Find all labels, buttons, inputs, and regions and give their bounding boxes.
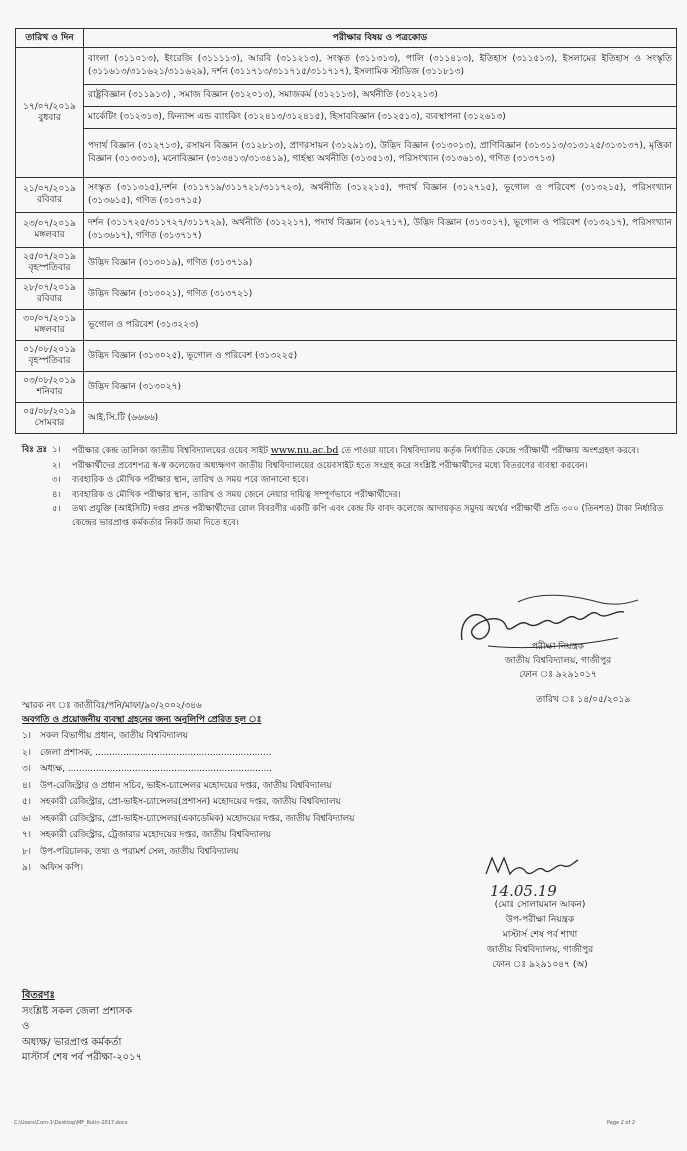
- date-cell: [16, 403, 84, 434]
- table-row: [16, 341, 677, 372]
- distribution-line: মাস্টার্স শেষ পর্ব পরীক্ষা-২০১৭: [22, 1052, 143, 1063]
- memo-reference: স্মারক নং ঃ জাতীবিঃ/পনি/মাফা/৯০/২০০২/৩৪৬: [22, 701, 202, 711]
- subject-cell: উদ্ভিদ বিজ্ঞান (৩১৩০২৭): [84, 372, 677, 403]
- date-cell: [16, 248, 84, 279]
- exam-day: সোমবার: [34, 418, 65, 428]
- exam-date: ২৮/০৭/২০১৯: [23, 283, 76, 293]
- signer-org: জাতীয় বিশ্ববিদ্যালয়, গাজীপুর: [504, 656, 612, 666]
- signer-phone: ফোন ঃ ৯২৯১০১৭: [519, 670, 597, 680]
- exam-schedule-table: [15, 28, 677, 434]
- list-number: ৭।: [22, 830, 31, 840]
- table-row: [16, 403, 677, 434]
- signer-org: জাতীয় বিশ্ববিদ্যালয়, গাজীপুর: [486, 945, 594, 955]
- exam-date: ০৫/০৮/২০১৯: [23, 407, 76, 417]
- exam-date: ২৫/০৭/২০১৯: [23, 252, 76, 262]
- exam-day: মঙ্গলবার: [34, 325, 65, 335]
- table-header-row: [16, 29, 677, 48]
- date-cell: [16, 48, 84, 178]
- subject-cell: ভূগোল ও পরিবেশ (৩১৩২২৩): [84, 310, 677, 341]
- list-item: [22, 829, 522, 843]
- signer-name: (মোঃ সোলায়মান আকন): [494, 900, 586, 910]
- date-cell: [16, 213, 84, 248]
- exam-day: বুধবার: [38, 112, 61, 123]
- list-item: [22, 747, 522, 761]
- header-subject-code: পরীক্ষার বিষয় ও পত্রকোড: [84, 29, 677, 48]
- handwritten-date: 14.05.19: [490, 882, 557, 900]
- list-text: সহকারী রেজিস্ট্রার, ট্রেজারার মহোদয়ের দপ্তর, জাতীয় বিশ্ববিদ্যালয়: [40, 830, 271, 840]
- exam-date: ০১/০৮/২০১৯: [23, 345, 76, 355]
- list-item: [22, 846, 522, 860]
- list-text: উপ-পরিচালক, তথ্য ও পরামর্শ সেল, জাতীয় বিশ্ববিদ্যালয়: [40, 846, 239, 857]
- note-number: ২।: [52, 460, 61, 471]
- signer-branch: মাস্টার্স শেষ পর্ব শাখা: [502, 930, 578, 940]
- signer-title: উপ-পরীক্ষা নিয়ন্ত্রক: [505, 915, 575, 925]
- note-text: ব্যবহারিক ও মৌখিক পরীক্ষার স্থান, তারিখ ও সময় পরে জানানো হবে।: [72, 475, 309, 485]
- memo-section: [22, 700, 522, 876]
- exam-day: শনিবার: [36, 387, 63, 397]
- note-number: ১।: [52, 445, 61, 455]
- subject-cell: রাষ্ট্রবিজ্ঞান (৩১১৯১৩) , সমাজ বিজ্ঞান (৩১২০১৩), সমাজকর্ম (৩১২১১৩), অর্থনীতি (৩১২২১৩): [84, 85, 677, 107]
- controller-signature-block: [458, 640, 658, 682]
- note-number: ৪।: [52, 489, 61, 500]
- deputy-signature-block: [430, 898, 650, 973]
- table-row: [16, 279, 677, 310]
- list-number: ১।: [22, 731, 31, 741]
- list-number: ২।: [22, 747, 31, 758]
- date-cell: [16, 372, 84, 403]
- list-text: সহকারী রেজিস্ট্রার, প্রো-ভাইস-চ্যান্সেলর(প্রশাসন) মহোদয়ের দপ্তর, জাতীয় বিশ্ববিদ্যালয়: [40, 797, 341, 807]
- notes-list: [22, 444, 678, 530]
- distribution-section: [22, 988, 142, 1066]
- subject-cell: উদ্ভিদ বিজ্ঞান (৩১৩০২১), গণিত (৩১৩৭২১): [84, 279, 677, 310]
- list-text: সকল বিভাগীয় প্রধান, জাতীয় বিশ্ববিদ্যালয়: [40, 731, 188, 741]
- list-item: [22, 796, 522, 810]
- list-item: [22, 862, 522, 876]
- distribution-line: অধ্যক্ষ/ ভারপ্রাপ্ত কর্মকর্তা: [22, 1036, 122, 1048]
- issue-date: তারিখ ঃ ১৪/০৫/২০১৯: [536, 695, 631, 705]
- subject-cell: উদ্ভিদ বিজ্ঞান (৩১৩০২৫), ভূগোল ও পরিবেশ (৩১৩২২৫): [84, 341, 677, 372]
- note-item: [52, 489, 678, 503]
- note-number: ৫।: [52, 504, 61, 514]
- copy-list: [22, 730, 522, 876]
- exam-date: ০৩/০৮/২০১৯: [23, 376, 76, 386]
- note-text: তে পাওয়া যাবে। বিশ্ববিদ্যালয় কর্তৃক নির্ধারিত কেন্দ্রে পরীক্ষার্থী পরীক্ষায় অংশগ্রহণ করবে।: [341, 446, 640, 456]
- list-number: ৬।: [22, 813, 31, 824]
- signer-title: পরীক্ষা নিয়ন্ত্রক: [531, 642, 585, 652]
- table-row: [16, 178, 677, 213]
- subject-cell: পদার্থ বিজ্ঞান (৩১২৭১৩), রসায়ন বিজ্ঞান (৩১২৮১৩), প্রাণরসায়ন (৩১২৯১৩), উদ্ভিদ বিজ্ঞান (৩১৩০১৩), প্রাণিবিজ্ঞান (৩১৩১১৩/৩১৩১২৫/৩১৩১৩৭), মৃত্তিকা বিজ্ঞান (৩১৩৩১৩), মনোবিজ্ঞান (৩১৩৪১৩/৩১৩৪১৯), গার্হস্থ্য অর্থনীতি (৩১৩৫১৩), পরিসংখ্যান (৩১৩৬১৩), গণিত (৩১৩৭১৩): [84, 129, 677, 178]
- footer-page-number: Page 2 of 2: [607, 1120, 636, 1126]
- list-text: অধ্যক্ষ, .........................................................................: [40, 764, 272, 774]
- exam-day: রবিবার: [36, 195, 63, 205]
- list-number: ৮।: [22, 846, 31, 857]
- note-text: তথ্য প্রযুক্তি (আইসিটি) দপ্তর প্রদত্ত পরীক্ষার্থীদের রোল বিবরণীর একটি কপি এবং কেন্দ্র ফি বাবদ কলেজে আদায়কৃত সমুদয় অর্থের পরীক্ষার্থী প্রতি ৩০০ (তিনশত) টাকা নির্ধারিত কেন্দ্রের ভারপ্রাপ্ত কর্মকর্তার নিকট জমা দিতে হবে।: [72, 504, 664, 528]
- table-row: [16, 213, 677, 248]
- footer-file-path: C:\Users\Com-1\Desktop\MF_Rutin-2017.docx: [14, 1120, 128, 1126]
- table-row: [16, 248, 677, 279]
- note-item: [52, 503, 678, 530]
- list-number: ৯।: [22, 863, 31, 873]
- exam-day: বৃহস্পতিবার: [28, 356, 71, 366]
- exam-date: ১৭/০৭/২০১৯: [23, 101, 76, 112]
- list-item: [22, 813, 522, 827]
- exam-date: ৩০/০৭/২০১৯: [23, 314, 76, 324]
- table-row: [16, 85, 677, 107]
- list-item: [22, 763, 522, 777]
- list-text: সহকারী রেজিস্ট্রার, প্রো-ভাইস-চ্যান্সেলর(একাডেমিক) মহোদয়ের দপ্তর, জাতীয় বিশ্ববিদ্যালয়: [40, 813, 355, 824]
- list-number: ৩।: [22, 764, 31, 774]
- distribution-line: ও: [22, 1021, 30, 1032]
- exam-date: ২১/০৭/২০১৯: [23, 184, 76, 194]
- subject-cell: উদ্ভিদ বিজ্ঞান (৩১৩০১৯), গণিত (৩১৩৭১৯): [84, 248, 677, 279]
- subject-cell: মার্কেটিং (৩১২৩১৩), ফিন্যান্স এন্ড ব্যাংকিং (৩১২৪১৩/৩১২৪১৫), হিসাববিজ্ঞান (৩১২৫১৩), ব্যবস্থাপনা (৩১২৬১৩): [84, 107, 677, 129]
- subject-cell: বাংলা (৩১১০১৩), ইংরেজি (৩১১১১৩), আরবি (৩১১২১৩), সংস্কৃত (৩১১৩১৩), পালি (৩১১৪১৩), ইতিহাস (৩১১৫১৩), ইসলামের ইতিহাস ও সংস্কৃতি (৩১১৬১৩/৩১১৬২১/৩১১৬২৯), দর্শন (৩১১৭১৩/৩১১৭১৫/৩১১৭১৭), ইসলামিক স্টাডিজ (৩১১৮১৩): [84, 48, 677, 85]
- note-text: ব্যবহারিক ও মৌখিক পরীক্ষার স্থান, তারিখ ও সময় জেনে নেয়ার দায়িত্ব সম্পূর্ণভাবে পরীক্ষার্থীদের।: [72, 489, 401, 500]
- table-row: [16, 107, 677, 129]
- list-text: জেলা প্রশাসক, ...............................................................: [40, 747, 272, 758]
- header-date-day: তারিখ ও দিন: [16, 29, 84, 48]
- subject-cell: দর্শন (৩১১৭২৫/৩১১৭২৭/৩১১৭২৯), অর্থনীতি (৩১২২১৭), পদার্থ বিজ্ঞান (৩১২৭১৭), উদ্ভিদ বিজ্ঞান (৩১৩০১৭), ভূগোল ও পরিবেশ (৩১৩২১৭), পরিসংখ্যান (৩১৩৬১৭), গণিত (৩১৩৭১৭): [84, 213, 677, 248]
- table-row: [16, 129, 677, 178]
- date-cell: [16, 341, 84, 372]
- date-cell: [16, 178, 84, 213]
- distribution-heading: বিতরণঃ: [22, 990, 55, 1001]
- distribution-line: সংশ্লিষ্ট সকল জেলা প্রশাসক: [22, 1005, 133, 1017]
- note-item: [52, 460, 678, 474]
- website-link[interactable]: www.nu.ac.bd: [270, 445, 339, 456]
- list-number: ৫।: [22, 797, 31, 807]
- subject-cell: সংস্কৃত (৩১১৩১৫),দর্শন (৩১১৭১৯/৩১১৭২১/৩১১৭২৩), অর্থনীতি (৩১২২১৫), পদার্থ বিজ্ঞান (৩১২৭১৫), ভূগোল ও পরিবেশ (৩১৩২১৫), পরিসংখ্যান (৩১৩৬১৫), গণিত (৩১৩৭১৫): [84, 178, 677, 213]
- list-item: [22, 780, 522, 794]
- table-row: [16, 372, 677, 403]
- list-item: [22, 730, 522, 744]
- exam-date: ২৩/০৭/২০১৯: [23, 219, 76, 229]
- note-text: পরীক্ষার কেন্দ্র তালিকা জাতীয় বিশ্ববিদ্যালয়ের ওয়েব সাইট: [72, 446, 268, 456]
- list-number: ৪।: [22, 780, 31, 791]
- exam-day: রবিবার: [36, 294, 63, 304]
- date-cell: [16, 279, 84, 310]
- signer-phone: ফোন ঃ ৯২৯১০৪৭ (অ): [492, 960, 588, 970]
- note-item: [52, 474, 678, 488]
- notes-label: বিঃ দ্রঃ: [22, 445, 48, 455]
- note-text: পরীক্ষার্থীদের প্রবেশপত্র স্ব-স্ব কলেজের অধ্যক্ষগণ জাতীয় বিশ্ববিদ্যালয়ের ওয়েবসাইট হতে সংগ্রহ করে সংশ্লিষ্ট পরীক্ষার্থীদের মধ্যে বিতরণের ব্যবস্থা করবেন।: [72, 460, 588, 471]
- subject-cell: আই.সি.টি (৬৬৬৬): [84, 403, 677, 434]
- date-cell: [16, 310, 84, 341]
- exam-day: বৃহস্পতিবার: [28, 263, 71, 273]
- exam-day: মঙ্গলবার: [34, 230, 65, 240]
- note-item: [52, 444, 678, 459]
- note-number: ৩।: [52, 475, 61, 485]
- list-text: অফিস কপি।: [40, 863, 83, 873]
- list-text: উপ-রেজিস্ট্রার ও প্রধান সচিব, ভাইস-চ্যান্সেলর মহোদয়ের দপ্তর, জাতীয় বিশ্ববিদ্যালয়: [40, 780, 332, 791]
- notes-section: [22, 444, 678, 531]
- deputy-signature-icon: [478, 852, 598, 902]
- copy-heading: অবগতি ও প্রয়োজনীয় ব্যবস্থা গ্রহনের জন্য অনুলিপি প্রেরিত হল ঃ: [22, 714, 262, 725]
- table-row: [16, 48, 677, 85]
- table-row: [16, 310, 677, 341]
